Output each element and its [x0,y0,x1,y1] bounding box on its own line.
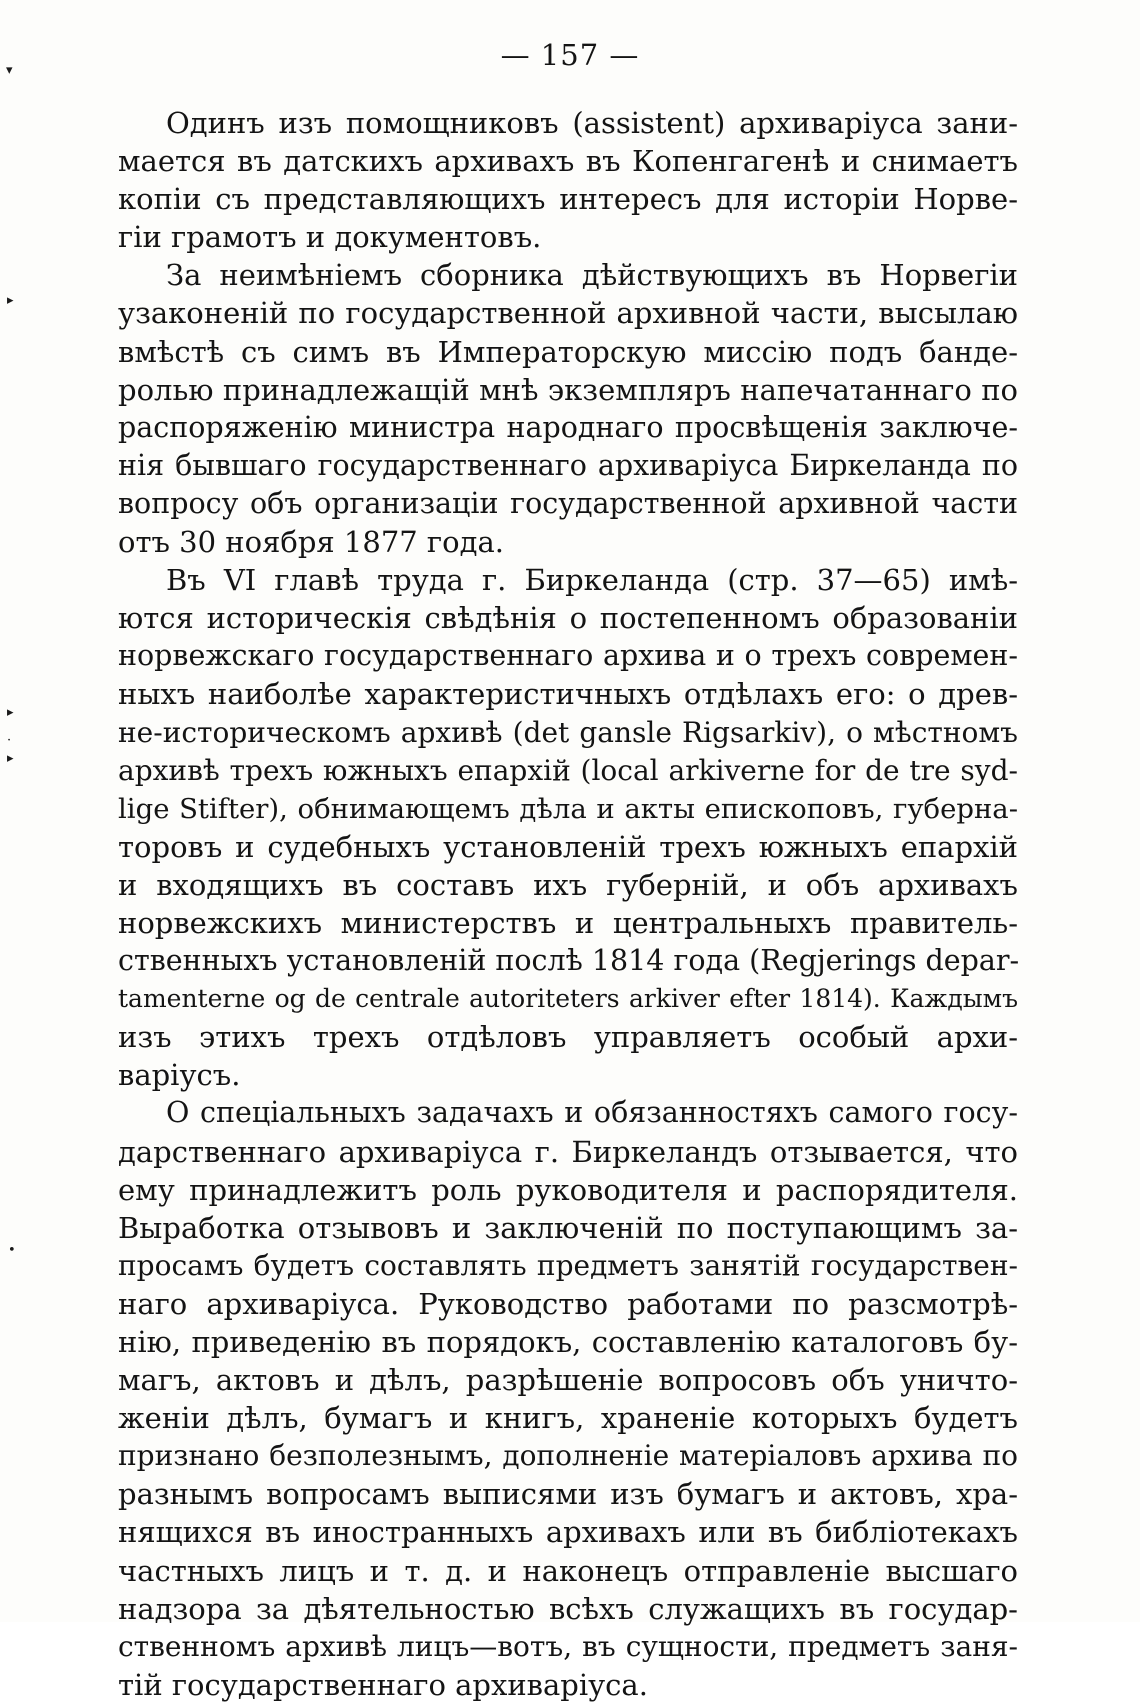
text-line: варіусъ. [118,1058,241,1093]
text-line: ныхъ наиболѣе характеристичныхъ отдѣлахъ его: о древ- [118,677,1018,712]
text-line: тій государственнаго архиваріуса. [118,1667,648,1702]
text-line: надзора за дѣятельностью всѣхъ служащихъ въ государ- [118,1591,1018,1626]
text-line: узаконеній по государственной архивной части, высылаю [118,296,1018,331]
margin-mark: ▾ [6,63,13,78]
text-line: копіи съ представляющихъ интересъ для исторіи Норве- [118,182,1018,217]
text-line: нію, приведенію въ порядокъ, составленію каталоговъ бу- [118,1325,1018,1359]
text-line: норвежскаго государственнаго архива и о трехъ современ- [118,639,1018,673]
text-line: отъ 30 ноября 1877 года. [118,525,504,560]
text-line: наго архиваріуса. Руководство работами по разсмотрѣ- [118,1286,1018,1321]
text-line: распоряженію министра народнаго просвѣщенія заключе- [118,410,1018,444]
margin-mark: ▸ [7,293,14,308]
paragraph [118,104,1018,256]
text-line: нія бывшаго государственнаго архиваріуса Биркеланда по [118,448,1018,482]
text-line: просамъ будетъ составлять предметъ занятій государствен- [118,1248,1018,1282]
text-line: вмѣстѣ съ симъ въ Императорскую миссію подъ банде- [118,334,1018,369]
text-line: нящихся въ иностранныхъ архивахъ или въ библіотекахъ [118,1515,1018,1550]
text-line: ролью принадлежащій мнѣ экземпляръ напечатаннаго по [118,372,1018,407]
text-line: архивѣ трехъ южныхъ епархій (local arkiverne for de tre syd- [118,753,1018,787]
text-line: и входящихъ въ составъ ихъ губерній, и объ архивахъ [118,867,1018,902]
text-line: Выработка отзывовъ и заключеній по поступающимъ за- [118,1210,1018,1245]
text-line: ются историческія свѣдѣнія о постепенномъ образованіи [118,601,1018,636]
text-line: женіи дѣлъ, бумагъ и книгъ, храненіе которыхъ будетъ [118,1401,1018,1436]
text-line: lige Stifter), обнимающемъ дѣла и акты епископовъ, губерна- [118,792,1018,825]
text-line: Въ VI главѣ труда г. Биркеланда (стр. 37—65) имѣ- [166,563,1018,598]
paragraph [118,1094,1018,1704]
text-line: изъ этихъ трехъ отдѣловъ управляетъ особый архи- [118,1020,1018,1055]
text-line: За неимѣніемъ сборника дѣйствующихъ въ Норвегіи [166,258,1018,293]
text-line: торовъ и судебныхъ установленій трехъ южныхъ епархій [118,829,1018,864]
text-line: гіи грамотъ и документовъ. [118,220,542,255]
text-line: не-историческомъ архивѣ (det gansle Rigsarkiv), о мѣстномъ [118,715,1018,749]
text-line: Одинъ изъ помощниковъ (assistent) архиваріуса зани- [166,106,1018,140]
text-line: ственныхъ установленій послѣ 1814 года (Regjerings depar- [118,944,1020,978]
text-line: ственномъ архивѣ лицъ—вотъ, въ сущности, предметъ заня- [118,1629,1018,1663]
margin-mark: ▸ [7,705,14,720]
margin-mark: · [7,733,12,748]
paragraph [118,561,1018,1094]
text-line: частныхъ лицъ и т. д. и наконецъ отправленіе высшаго [118,1553,1018,1588]
page-number: — 157 — [500,38,640,72]
text-line: ему принадлежитъ роль руководителя и распорядителя. [118,1172,1018,1207]
text-line: дарственнаго архиваріуса г. Биркеландъ отзывается, что [118,1134,1018,1169]
text-line: признано безполезнымъ, дополненіе матеріаловъ архива по [118,1439,1018,1473]
margin-mark: ▸ [7,751,14,766]
text-line: tamenterne og de centrale autoriteters arkiver efter 1814). Каждымъ [118,984,1018,1014]
text-line: О спеціальныхъ задачахъ и обязанностяхъ самого госу- [166,1096,1018,1130]
body-text [118,104,1018,1704]
text-line: магъ, актовъ и дѣлъ, разрѣшеніе вопросовъ объ уничто- [118,1363,1018,1398]
paragraph [118,256,1018,561]
text-line: вопросу объ организаціи государственной архивной части [118,486,1018,520]
margin-mark: • [8,1243,16,1258]
text-line: разнымъ вопросамъ выписями изъ бумагъ и актовъ, хра- [118,1477,1018,1512]
text-line: мается въ датскихъ архивахъ въ Копенгагенѣ и снимаетъ [118,144,1018,179]
text-line: норвежскихъ министерствъ и центральныхъ правитель- [118,905,1018,940]
